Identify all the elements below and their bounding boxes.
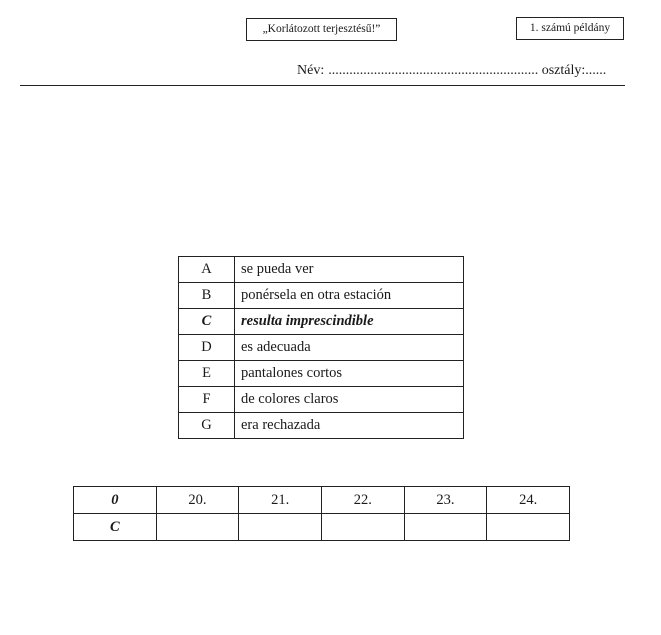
answer-grid (73, 486, 570, 541)
answer-cell[interactable] (321, 514, 404, 541)
question-number: 22. (321, 487, 404, 514)
option-text: era rechazada (235, 413, 464, 439)
answer-grid-header-row (74, 487, 570, 514)
answer-cell[interactable] (156, 514, 239, 541)
option-row (179, 257, 464, 283)
option-text: resulta imprescindible (235, 309, 464, 335)
option-text: pantalones cortos (235, 361, 464, 387)
copy-number-label: 1. számú példány (516, 17, 624, 40)
option-text: ponérsela en otra estación (235, 283, 464, 309)
answer-cell[interactable] (487, 514, 570, 541)
question-number: 20. (156, 487, 239, 514)
option-text: es adecuada (235, 335, 464, 361)
question-number: 23. (404, 487, 487, 514)
option-letter: G (179, 413, 235, 439)
question-number: 21. (239, 487, 322, 514)
question-number-example: 0 (74, 487, 157, 514)
name-class-line (297, 63, 606, 79)
answer-cell[interactable] (239, 514, 322, 541)
answer-cell[interactable] (404, 514, 487, 541)
option-letter: C (179, 309, 235, 335)
name-label: Név: (297, 63, 325, 78)
option-row (179, 335, 464, 361)
option-row (179, 283, 464, 309)
class-label: osztály:...... (541, 63, 607, 78)
option-row (179, 387, 464, 413)
option-text: de colores claros (235, 387, 464, 413)
option-row (179, 361, 464, 387)
question-number: 24. (487, 487, 570, 514)
option-letter: E (179, 361, 235, 387)
option-row (179, 413, 464, 439)
restricted-distribution-label: „Korlátozott terjesztésű!” (246, 18, 397, 41)
option-letter: A (179, 257, 235, 283)
option-letter: D (179, 335, 235, 361)
answer-grid-answer-row (74, 514, 570, 541)
option-letter: F (179, 387, 235, 413)
answer-cell-example: C (74, 514, 157, 541)
option-letter: B (179, 283, 235, 309)
option-text: se pueda ver (235, 257, 464, 283)
name-field-dots: ............................................................ (328, 63, 539, 78)
options-table (178, 256, 464, 439)
option-row-example (179, 309, 464, 335)
header-divider (20, 85, 625, 86)
